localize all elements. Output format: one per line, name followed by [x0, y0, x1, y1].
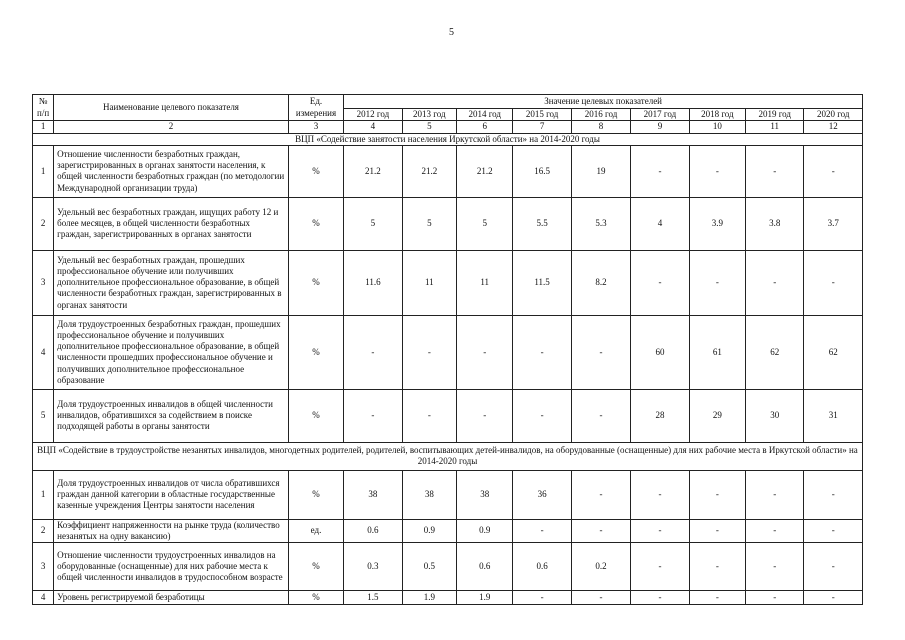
value-cell: 36	[513, 470, 571, 519]
value-cell: 5	[402, 197, 456, 250]
value-cell: 19	[571, 145, 630, 197]
indicator-name: Уровень регистрируемой безработицы	[54, 591, 289, 605]
value-cell: 1.5	[344, 591, 402, 605]
value-cell: 21.2	[344, 145, 402, 197]
value-cell: 16.5	[513, 145, 571, 197]
value-cell: 8.2	[571, 250, 630, 315]
value-cell: -	[571, 519, 630, 543]
value-cell: -	[746, 145, 804, 197]
header-num: № п/п	[33, 95, 54, 121]
header-year: 2019 год	[746, 109, 804, 121]
value-cell: 21.2	[457, 145, 513, 197]
value-cell: -	[631, 591, 689, 605]
value-cell: 5.5	[513, 197, 571, 250]
indicator-name: Доля трудоустроенных инвалидов в общей численности инвалидов, обратившихся за содействием в поиске подходящей работы в органы занятости	[54, 389, 289, 442]
indicator-name: Доля трудоустроенных инвалидов от числа обратившихся граждан данной категории в областные государственные казенные учреждения Центры занятости населения	[54, 470, 289, 519]
column-number: 2	[54, 121, 289, 133]
value-cell: -	[571, 315, 630, 389]
indicator-name: Удельный вес безработных граждан, прошедших профессиональное обучение или получивших дополнительное профессиональное образование, в общей численности безработных граждан, зарегистрированных в органах занятости	[54, 250, 289, 315]
value-cell: -	[344, 389, 402, 442]
column-number: 9	[631, 121, 689, 133]
value-cell: 0.9	[457, 519, 513, 543]
row-number: 3	[33, 250, 54, 315]
value-cell: -	[746, 470, 804, 519]
value-cell: 29	[689, 389, 745, 442]
value-cell: -	[746, 250, 804, 315]
value-cell: 5.3	[571, 197, 630, 250]
page-number: 5	[449, 27, 454, 38]
column-number: 12	[804, 121, 863, 133]
value-cell: -	[513, 389, 571, 442]
table-row	[33, 470, 863, 519]
value-cell: -	[631, 543, 689, 591]
header-year: 2016 год	[571, 109, 630, 121]
header-values-group: Значение целевых показателей	[344, 95, 863, 109]
value-cell: 11	[402, 250, 456, 315]
column-number: 11	[746, 121, 804, 133]
value-cell: -	[571, 591, 630, 605]
table-row	[33, 389, 863, 442]
value-cell: -	[804, 543, 863, 591]
column-number: 6	[457, 121, 513, 133]
header-year: 2012 год	[344, 109, 402, 121]
value-cell: 5	[457, 197, 513, 250]
column-number: 4	[344, 121, 402, 133]
table-row	[33, 315, 863, 389]
value-cell: -	[513, 519, 571, 543]
value-cell: -	[746, 543, 804, 591]
row-number: 5	[33, 389, 54, 442]
header-year: 2018 год	[689, 109, 745, 121]
unit-cell: %	[288, 591, 343, 605]
table-row	[33, 543, 863, 591]
value-cell: -	[631, 145, 689, 197]
header-name: Наименование целевого показателя	[54, 95, 289, 121]
value-cell: -	[631, 519, 689, 543]
value-cell: 11.6	[344, 250, 402, 315]
value-cell: -	[689, 591, 745, 605]
header-year: 2015 год	[513, 109, 571, 121]
row-number: 4	[33, 315, 54, 389]
value-cell: 0.6	[513, 543, 571, 591]
value-cell: -	[689, 250, 745, 315]
value-cell: 1.9	[402, 591, 456, 605]
value-cell: 3.9	[689, 197, 745, 250]
value-cell: 3.8	[746, 197, 804, 250]
value-cell: -	[689, 519, 745, 543]
column-number: 1	[33, 121, 54, 133]
column-number: 5	[402, 121, 456, 133]
table-row	[33, 145, 863, 197]
value-cell: -	[571, 470, 630, 519]
row-number: 2	[33, 197, 54, 250]
value-cell: 0.6	[344, 519, 402, 543]
unit-cell: %	[288, 389, 343, 442]
table-row	[33, 519, 863, 543]
value-cell: -	[804, 250, 863, 315]
section-title: ВЦП «Содействие занятости населения Иркутской области» на 2014-2020 годы	[33, 133, 863, 145]
value-cell: 0.3	[344, 543, 402, 591]
value-cell: 11.5	[513, 250, 571, 315]
value-cell: -	[513, 591, 571, 605]
indicator-name: Отношение численности трудоустроенных инвалидов на оборудованные (оснащенные) для них рабочие места к общей численности инвалидов в трудоспособном возрасте	[54, 543, 289, 591]
value-cell: 28	[631, 389, 689, 442]
unit-cell: %	[288, 197, 343, 250]
value-cell: -	[689, 543, 745, 591]
value-cell: 38	[344, 470, 402, 519]
value-cell: -	[631, 470, 689, 519]
table-row	[33, 591, 863, 605]
row-number: 2	[33, 519, 54, 543]
value-cell: -	[746, 519, 804, 543]
value-cell: 0.9	[402, 519, 456, 543]
value-cell: 4	[631, 197, 689, 250]
value-cell: -	[804, 145, 863, 197]
value-cell: 11	[457, 250, 513, 315]
value-cell: -	[746, 591, 804, 605]
unit-cell: %	[288, 250, 343, 315]
value-cell: -	[344, 315, 402, 389]
row-number: 4	[33, 591, 54, 605]
value-cell: -	[804, 519, 863, 543]
value-cell: 21.2	[402, 145, 456, 197]
value-cell: 31	[804, 389, 863, 442]
unit-cell: %	[288, 470, 343, 519]
value-cell: 0.6	[457, 543, 513, 591]
unit-cell: ед.	[288, 519, 343, 543]
value-cell: 30	[746, 389, 804, 442]
row-number: 1	[33, 145, 54, 197]
value-cell: 62	[804, 315, 863, 389]
unit-cell: %	[288, 543, 343, 591]
value-cell: -	[689, 470, 745, 519]
value-cell: 38	[457, 470, 513, 519]
indicators-table	[32, 94, 863, 605]
header-year: 2014 год	[457, 109, 513, 121]
row-number: 3	[33, 543, 54, 591]
row-number: 1	[33, 470, 54, 519]
value-cell: -	[402, 389, 456, 442]
value-cell: 1.9	[457, 591, 513, 605]
column-number: 7	[513, 121, 571, 133]
value-cell: -	[513, 315, 571, 389]
value-cell: 62	[746, 315, 804, 389]
value-cell: 0.5	[402, 543, 456, 591]
value-cell: 38	[402, 470, 456, 519]
column-number: 10	[689, 121, 745, 133]
value-cell: 3.7	[804, 197, 863, 250]
value-cell: 60	[631, 315, 689, 389]
header-year: 2013 год	[402, 109, 456, 121]
value-cell: 0.2	[571, 543, 630, 591]
value-cell: -	[804, 470, 863, 519]
value-cell: -	[804, 591, 863, 605]
header-unit: Ед. измерения	[288, 95, 343, 121]
header-year: 2020 год	[804, 109, 863, 121]
table-row	[33, 250, 863, 315]
value-cell: 61	[689, 315, 745, 389]
value-cell: -	[457, 315, 513, 389]
indicator-name: Отношение численности безработных граждан, зарегистрированных в органах занятости населения, к общей численности безработных граждан (по методологии Международной организации труда)	[54, 145, 289, 197]
column-number: 8	[571, 121, 630, 133]
value-cell: -	[689, 145, 745, 197]
unit-cell: %	[288, 315, 343, 389]
indicator-name: Коэффициент напряженности на рынке труда (количество незанятых на одну вакансию)	[54, 519, 289, 543]
value-cell: -	[457, 389, 513, 442]
value-cell: -	[402, 315, 456, 389]
value-cell: 5	[344, 197, 402, 250]
value-cell: -	[571, 389, 630, 442]
unit-cell: %	[288, 145, 343, 197]
header-year: 2017 год	[631, 109, 689, 121]
section-title: ВЦП «Содействие в трудоустройстве незанятых инвалидов, многодетных родителей, родителей, воспитывающих детей-инвалидов, на оборудованные (оснащенные) для них рабочие места в Иркутской области» на 2014-2020 годы	[33, 442, 863, 470]
column-number: 3	[288, 121, 343, 133]
indicator-name: Удельный вес безработных граждан, ищущих работу 12 и более месяцев, в общей численности безработных граждан, зарегистрированных в органах занятости	[54, 197, 289, 250]
table-row	[33, 197, 863, 250]
value-cell: -	[631, 250, 689, 315]
indicator-name: Доля трудоустроенных безработных граждан, прошедших профессиональное обучение и получивших дополнительное профессиональное образование, в общей численности прошедших профессиональное обучение и получивших дополнительное профессиональное образование	[54, 315, 289, 389]
